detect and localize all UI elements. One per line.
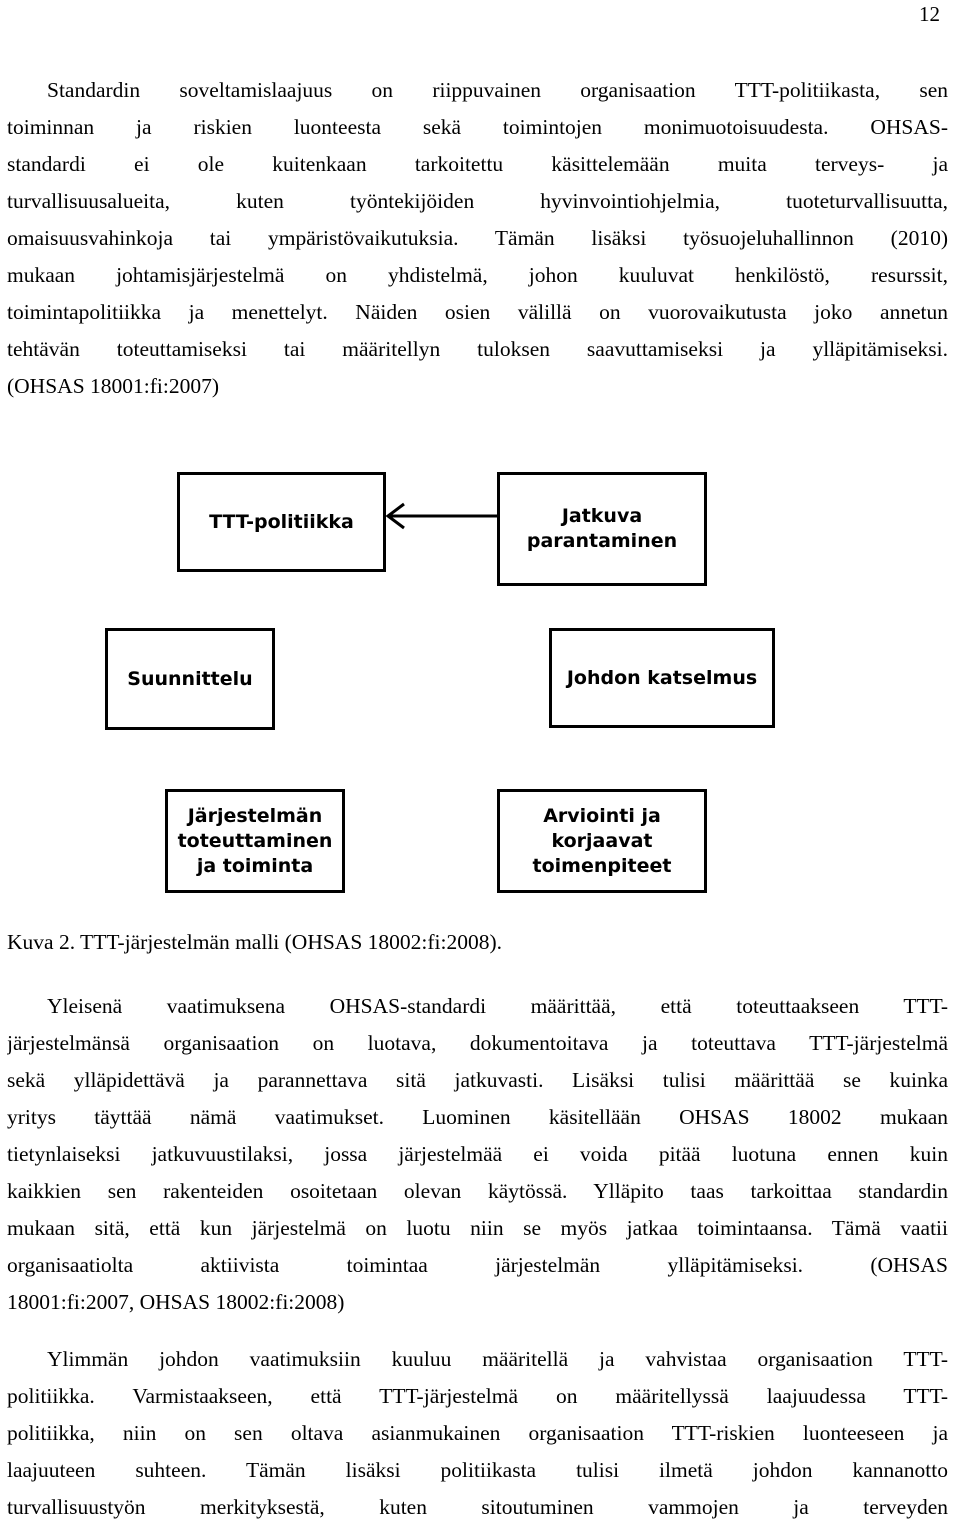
text-line: organisaatiolta aktiivista toimintaa järjestelmän ylläpitämiseksi. (OHSAS [7, 1253, 948, 1277]
box-review-label: Johdon katselmus [566, 666, 758, 689]
paragraph-requirements [7, 988, 948, 1321]
text-line: tehtävän toteuttamiseksi tai määritellyn tuloksen saavuttamiseksi ja ylläpitämiseksi. [7, 337, 948, 361]
box-checking [497, 789, 707, 893]
box-implementation-label: Järjestelmän toteuttaminen ja toiminta [177, 804, 333, 877]
text-line: laajuuteen suhteen. Tämän lisäksi politiikasta tulisi ilmetä johdon kannanotto [7, 1458, 948, 1482]
text-line: mukaan johtamisjärjestelmä on yhdistelmä, johon kuuluvat henkilöstö, resurssit, [7, 263, 948, 287]
text-line: (OHSAS 18001:fi:2007) [7, 374, 220, 398]
text-line: järjestelmänsä organisaation on luotava, dokumentoitava ja toteuttava TTT-järjestelmä [7, 1031, 948, 1055]
box-planning-label: Suunnittelu [127, 667, 253, 690]
paragraph-top-management [7, 1341, 948, 1526]
text-line: politiikka. Varmistaakseen, että TTT-järjestelmä on määritellyssä laajuudessa TTT- [7, 1384, 948, 1408]
text-line: turvallisuusalueita, kuten työntekijöiden hyvinvointiohjelmia, tuoteturvallisuutta, [7, 189, 948, 213]
text-line: Yleisenä vaatimuksena OHSAS-standardi määrittää, että toteuttaakseen TTT- [47, 994, 948, 1018]
box-management-review [549, 628, 775, 728]
box-policy [177, 472, 386, 572]
page-number: 12 [919, 2, 940, 26]
text-line: tietynlaiseksi jatkuvuustilaksi, jossa järjestelmää ei voida pitää luotuna ennen kuin [7, 1142, 948, 1166]
figure-caption: Kuva 2. TTT-järjestelmän malli (OHSAS 18002:fi:2008). [7, 930, 503, 954]
box-policy-label: TTT-politiikka [209, 510, 354, 533]
text-line: toiminnan ja riskien luonteesta sekä toimintojen monimuotoisuudesta. OHSAS- [7, 115, 948, 139]
box-checking-label: Arviointi ja korjaavat toimenpiteet [532, 804, 672, 877]
text-line: mukaan sitä, että kun järjestelmä on luotu niin se myös jatkaa toimintaansa. Tämä vaatii [7, 1216, 948, 1240]
text-line: sekä ylläpidettävä ja parannettava sitä jatkuvasti. Lisäksi tulisi määrittää se kuinka [7, 1068, 948, 1092]
arrow-to-policy [388, 504, 497, 528]
box-continual-improvement [497, 472, 707, 586]
text-line: yritys täyttää nämä vaatimukset. Luominen käsitellään OHSAS 18002 mukaan [7, 1105, 948, 1129]
text-line: kaikkien sen rakenteiden osoitetaan olevan käytössä. Ylläpito taas tarkoittaa standardin [7, 1179, 948, 1203]
paragraph-intro [7, 72, 948, 405]
box-planning [105, 628, 275, 730]
box-implementation [165, 789, 345, 893]
box-improvement-label: Jatkuva parantaminen [526, 505, 678, 552]
text-line: standardi ei ole kuitenkaan tarkoitettu käsittelemään muita terveys- ja [7, 152, 948, 176]
text-line: toimintapolitiikka ja menettelyt. Näiden osien välillä on vuorovaikutusta joko annetun [7, 300, 948, 324]
text-line: politiikka, niin on sen oltava asianmukainen organisaation TTT-riskien luonteeseen ja [7, 1421, 948, 1445]
text-line: Standardin soveltamislaajuus on riippuvainen organisaation TTT-politiikasta, sen [47, 78, 948, 102]
text-line: turvallisuustyön merkityksestä, kuten sitoutuminen vammojen ja terveyden [7, 1495, 948, 1519]
text-line: 18001:fi:2007, OHSAS 18002:fi:2008) [7, 1290, 345, 1314]
text-line: Ylimmän johdon vaatimuksiin kuuluu määritellä ja vahvistaa organisaation TTT- [47, 1347, 948, 1371]
text-line: omaisuusvahinkoja tai ympäristövaikutuksia. Tämän lisäksi työsuojeluhallinnon (2010) [7, 226, 948, 250]
